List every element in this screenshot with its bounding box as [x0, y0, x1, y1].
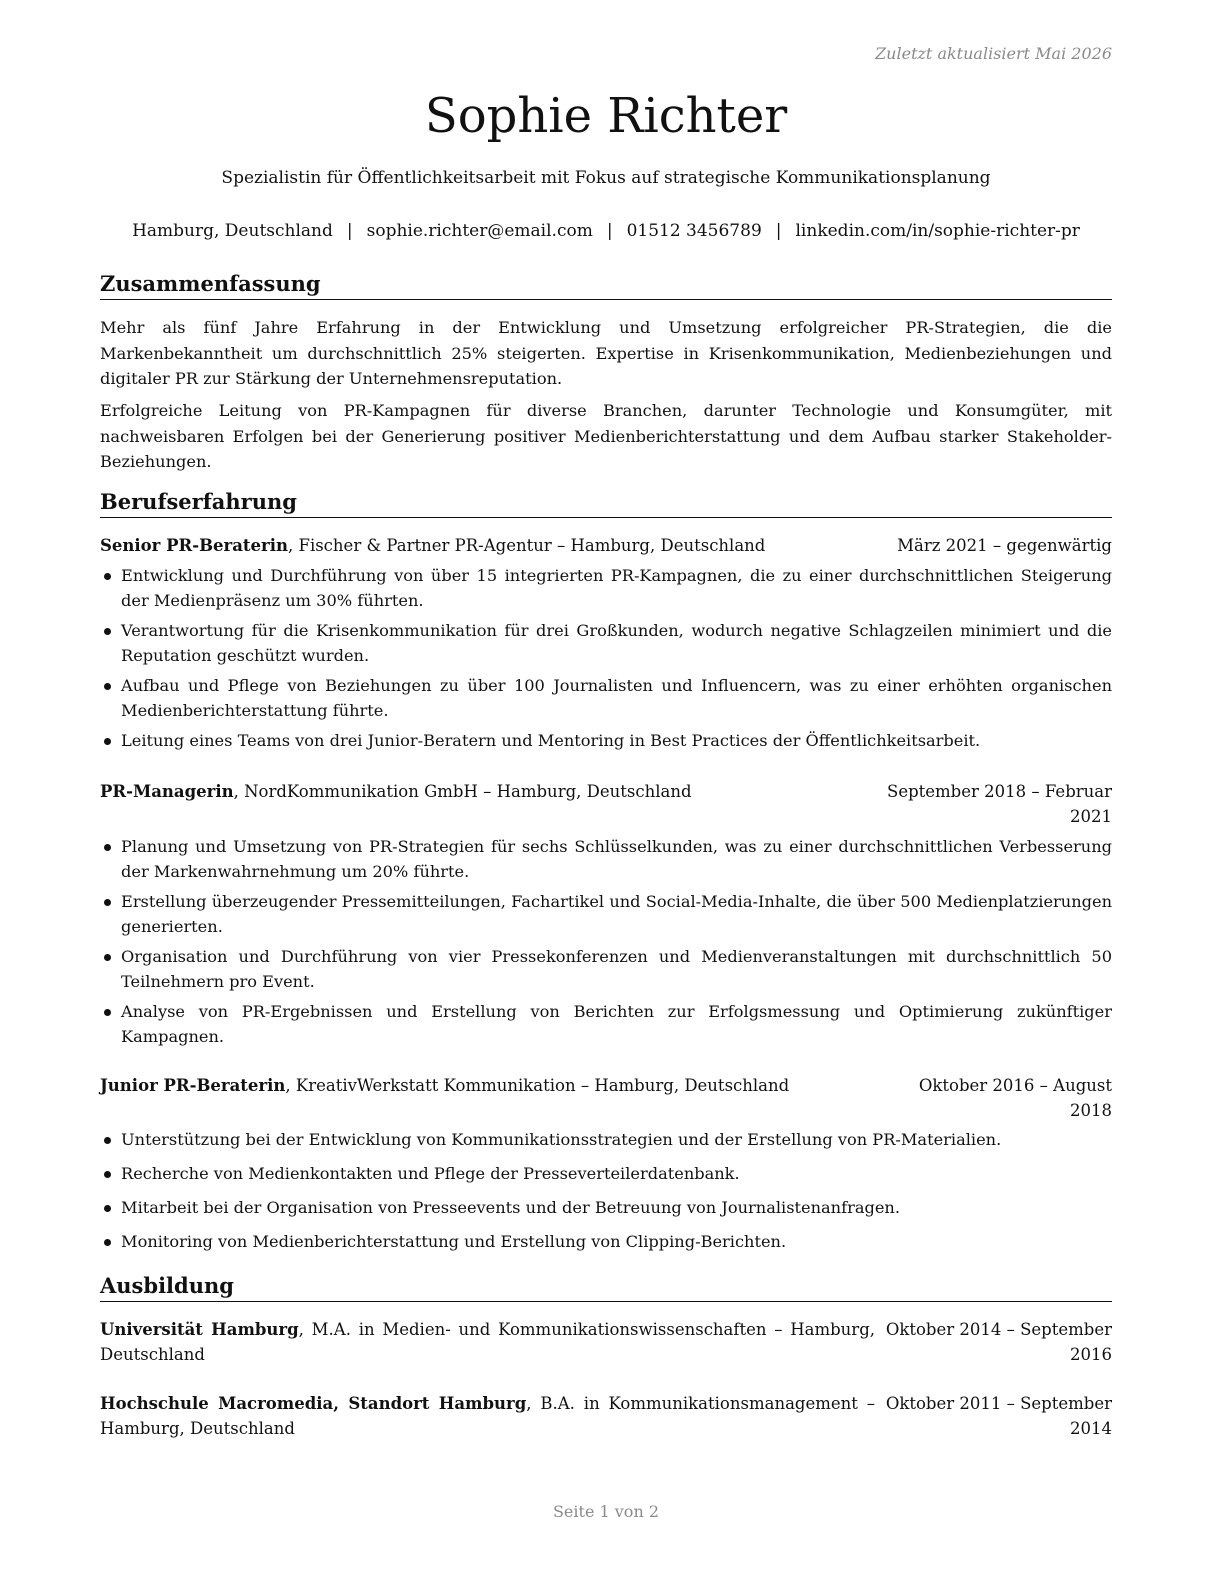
job-bullet-list [100, 563, 1112, 753]
candidate-name: Sophie Richter [424, 88, 788, 144]
bullet-text: Aufbau und Pflege von Beziehungen zu über 100 Journalisten und Influencern, was zu einer erhöhten organischen Medienberichterstattung führte. [121, 676, 1112, 720]
education-school: Universität Hamburg [100, 1320, 299, 1339]
list-item [100, 999, 1112, 1049]
list-item [100, 1127, 1112, 1152]
list-item [100, 728, 1112, 753]
professional-tagline: Spezialistin für Öffentlichkeitsarbeit mit Fokus auf strategische Kommunikationsplanung [221, 168, 991, 188]
job-details: , KreativWerkstatt Kommunikation – Hamburg, Deutschland [285, 1076, 790, 1095]
bullet-text: Entwicklung und Durchführung von über 15 integrierten PR-Kampagnen, die zu einer durchschnittlichen Steigerung der Medienpräsenz um 30% führten. [121, 566, 1112, 610]
education-dates: Oktober 2014 – September 2016 [885, 1320, 1112, 1364]
bullet-text: Mitarbeit bei der Organisation von Presseevents und der Betreuung von Journalistenanfragen. [121, 1198, 900, 1217]
resume-page [100, 0, 1112, 1584]
job-info [100, 533, 765, 558]
job-info [100, 779, 692, 804]
education-info [100, 1391, 875, 1441]
bullet-dot [104, 844, 111, 851]
bullet-dot [104, 683, 111, 690]
bullet-dot [104, 628, 111, 635]
job-dates: September 2018 – Februar 2021 [887, 782, 1112, 826]
bullet-dot [104, 1171, 111, 1178]
contact-line [100, 219, 1112, 243]
bullet-dot [104, 1009, 111, 1016]
bullet-dot [104, 738, 111, 745]
experience-heading: Berufserfahrung [100, 489, 1112, 518]
job-dates: März 2021 – gegenwärtig [897, 536, 1112, 555]
contact-phone[interactable]: 01512 3456789 [626, 221, 762, 241]
list-item [100, 1195, 1112, 1220]
education-details: , M.A. in Medien- und Kommunikationswissenschaften – Hamburg, Deutschland [100, 1320, 876, 1364]
contact-linkedin[interactable]: linkedin.com/in/sophie-richter-pr [795, 221, 1080, 241]
list-item [100, 563, 1112, 613]
job-bullet-list [100, 834, 1112, 1049]
list-item [100, 889, 1112, 939]
list-item [100, 618, 1112, 668]
contact-email[interactable]: sophie.richter@email.com [366, 221, 593, 241]
bullet-text: Monitoring von Medienberichterstattung und Erstellung von Clipping-Berichten. [121, 1232, 787, 1251]
list-item [100, 834, 1112, 884]
contact-location: Hamburg, Deutschland [132, 221, 333, 241]
last-updated-note: Zuletzt aktualisiert Mai 2026 [875, 44, 1112, 63]
contact-separator: | [606, 221, 613, 241]
bullet-text: Planung und Umsetzung von PR-Strategien für sechs Schlüsselkunden, was zu einer durchschnittlichen Verbesserung der Markenwahrnehmung um 20% führte. [121, 837, 1112, 881]
bullet-text: Erstellung überzeugender Pressemitteilungen, Fachartikel und Social-Media-Inhalte, die über 500 Medienplatzierungen generierten. [121, 892, 1112, 936]
education-dates: Oktober 2011 – September 2014 [885, 1394, 1112, 1438]
bullet-dot [104, 954, 111, 961]
bullet-dot [104, 573, 111, 580]
job-title: PR-Managerin [100, 782, 234, 801]
list-item [100, 1229, 1112, 1254]
job-info [100, 1073, 789, 1098]
job-details: , NordKommunikation GmbH – Hamburg, Deutschland [233, 782, 692, 801]
bullet-text: Unterstützung bei der Entwicklung von Kommunikationsstrategien und der Erstellung von PR-Materialien. [121, 1130, 1002, 1149]
summary-heading: Zusammenfassung [100, 271, 1112, 300]
education-heading: Ausbildung [100, 1273, 1112, 1302]
job-bullet-list [100, 1127, 1112, 1254]
bullet-text: Recherche von Medienkontakten und Pflege der Presseverteilerdatenbank. [121, 1164, 740, 1183]
bullet-dot [104, 1205, 111, 1212]
education-details: , B.A. in Kommunikationsmanagement – Hamburg, Deutschland [100, 1394, 876, 1438]
job-title: Senior PR-Beraterin [100, 536, 288, 555]
bullet-dot [104, 899, 111, 906]
bullet-text: Verantwortung für die Krisenkommunikation für drei Großkunden, wodurch negative Schlagzeilen minimiert und die Reputation geschützt wurden. [121, 621, 1112, 665]
list-item [100, 1161, 1112, 1186]
education-school: Hochschule Macromedia, Standort Hamburg [100, 1394, 527, 1413]
bullet-text: Organisation und Durchführung von vier Pressekonferenzen und Medienveranstaltungen mit durchschnittlich 50 Teilnehmern pro Event. [121, 947, 1112, 991]
contact-separator: | [775, 221, 782, 241]
job-title: Junior PR-Beraterin [100, 1076, 286, 1095]
list-item [100, 673, 1112, 723]
summary-paragraph: Mehr als fünf Jahre Erfahrung in der Entwicklung und Umsetzung erfolgreicher PR-Strategien, die die Markenbekanntheit um durchschnittlich 25% steigerten. Expertise in Krisenkommunikation, Medienbeziehungen und digitaler PR zur Stärkung der Unternehmensreputation. [100, 318, 1112, 388]
bullet-text: Analyse von PR-Ergebnissen und Erstellung von Berichten zur Erfolgsmessung und Optimierung zukünftiger Kampagnen. [121, 1002, 1112, 1046]
bullet-text: Leitung eines Teams von drei Junior-Beratern und Mentoring in Best Practices der Öffentlichkeitsarbeit. [121, 731, 981, 750]
contact-separator: | [346, 221, 353, 241]
list-item [100, 944, 1112, 994]
summary-paragraph: Erfolgreiche Leitung von PR-Kampagnen für diverse Branchen, darunter Technologie und Konsumgüter, mit nachweisbaren Erfolgen bei der Generierung positiver Medienberichterstattung und dem Aufbau starker Stakeholder-Beziehungen. [100, 401, 1112, 471]
page-number: Seite 1 von 2 [552, 1502, 660, 1521]
job-details: , Fischer & Partner PR-Agentur – Hamburg, Deutschland [288, 536, 766, 555]
bullet-dot [104, 1239, 111, 1246]
education-info [100, 1317, 875, 1367]
bullet-dot [104, 1137, 111, 1144]
job-dates: Oktober 2016 – August 2018 [918, 1076, 1112, 1120]
